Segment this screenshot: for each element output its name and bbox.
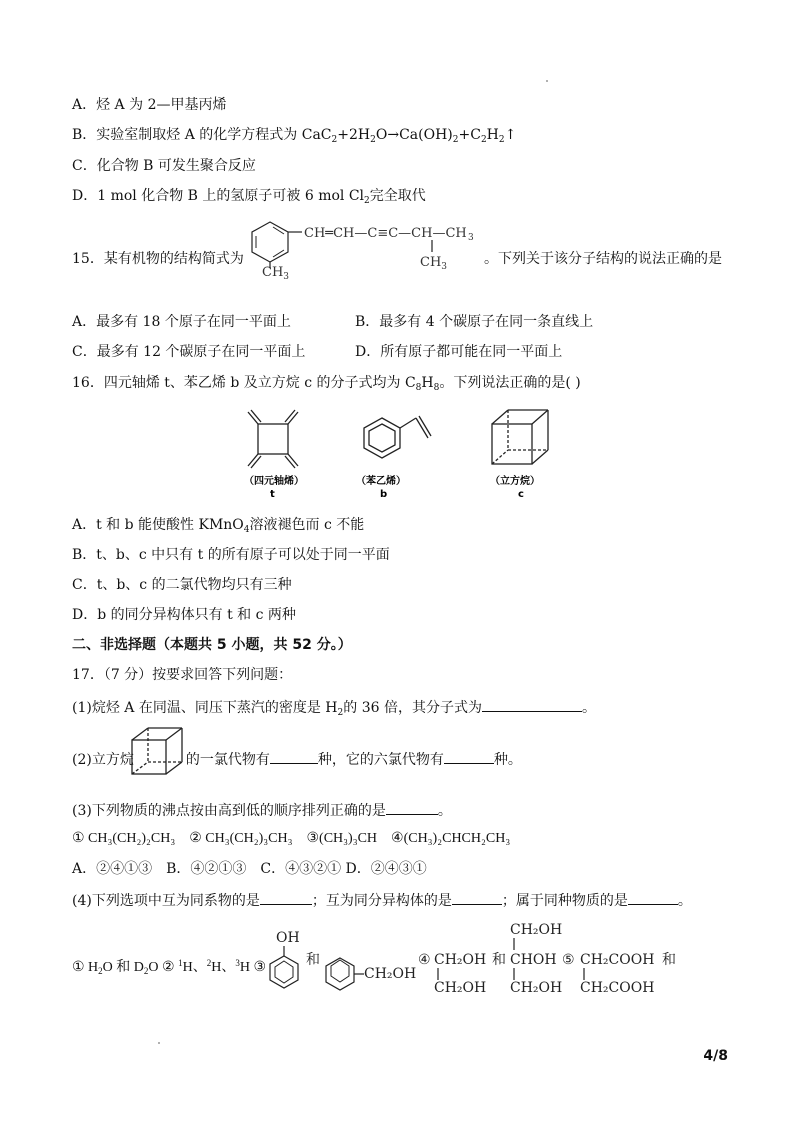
svg-text:c: c xyxy=(518,489,524,500)
styrene-b xyxy=(364,416,431,458)
svg-text:和: 和 xyxy=(492,952,506,968)
svg-text:CH₂OH: CH₂OH xyxy=(434,980,487,996)
q16-stem: 16．四元轴烯 t、苯乙烯 b 及立方烷 c 的分子式均为 $C_8H_8$。下列说法正确的是( ) xyxy=(72,375,581,393)
svg-text:⑤: ⑤ xyxy=(562,952,575,968)
page-number: 4/8 xyxy=(703,1048,728,1064)
svg-text:（苯乙烯）: （苯乙烯） xyxy=(356,476,406,487)
cubane-inline-icon xyxy=(130,726,186,778)
svg-text:④: ④ xyxy=(418,952,431,968)
svg-text:和: 和 xyxy=(662,952,676,968)
answer-blank[interactable] xyxy=(628,890,678,905)
q15-option-b: B．最多有 4 个碳原子在同一条直线上 xyxy=(355,314,594,330)
answer-blank[interactable] xyxy=(452,890,502,905)
svg-text:CH₂OH: CH₂OH xyxy=(510,980,563,996)
speck xyxy=(546,80,548,82)
q17-part2: (2)立方烷 的一氯代物有 种，它的六氯代物有 种。 xyxy=(72,749,522,769)
q16-figures xyxy=(230,400,560,500)
q14-option-b: B．实验室制取烃 A 的化学方程式为 $CaC_2+2H_2O\to Ca(OH)_2+C_2H_2↑$ xyxy=(72,127,517,145)
svg-text:CH3: $CH_3$ xyxy=(420,255,448,272)
q14-option-d: D．1 mol 化合物 B 上的氢原子可被 6 mol $Cl_2$完全取代 xyxy=(72,188,426,206)
svg-text:CH₂OH: CH₂OH xyxy=(434,952,487,968)
svg-text:CHOH: CHOH xyxy=(510,952,557,968)
q17-part4-structures xyxy=(262,920,682,998)
q16-option-d: D．b 的同分异构体只有 t 和 c 两种 xyxy=(72,607,296,623)
q15-stem-end: 。下列关于该分子结构的说法正确的是 xyxy=(484,251,722,267)
q16-option-b: B．t、b、c 中只有 t 的所有原子可以处于同一平面 xyxy=(72,547,390,563)
q17-part3-items: ① CH₃(CH₂)₂CH₃ ② CH₃(CH₂)₃CH₃ ③(CH₃)₃CH ④(CH₃)₂CHCH₂CH₃ xyxy=(72,831,511,846)
section-heading: 二、非选择题（本题共 5 小题，共 52 分。） xyxy=(72,637,352,653)
q15-option-c: C．最多有 12 个碳原子在同一平面上 xyxy=(72,344,306,360)
q15-structure-diagram xyxy=(240,216,485,282)
svg-text:（立方烷）: （立方烷） xyxy=(490,476,540,487)
answer-blank[interactable] xyxy=(386,800,438,815)
q15-option-d: D．所有原子都可能在同一平面上 xyxy=(355,344,563,360)
q17-part4: (4)下列选项中互为同系物的是 ；互为同分异构体的是 ；属于同种物质的是 。 xyxy=(72,890,692,910)
svg-text:CH₂COOH: CH₂COOH xyxy=(580,980,655,996)
q17-part4-items: ① $H_2O$ 和 $D_2O$ ② $^1$H、$^2$H、$^3$H ③ xyxy=(72,958,266,976)
cubane-c xyxy=(492,410,548,464)
svg-text:CH₂COOH: CH₂COOH xyxy=(580,952,655,968)
q17-part1: (1)烷烃 A 在同温、同压下蒸汽的密度是 $H_2$的 36 倍，其分子式为 。 xyxy=(72,697,596,722)
svg-text:t: t xyxy=(270,489,275,500)
svg-text:OH: OH xyxy=(276,930,300,946)
svg-text:CH₂OH: CH₂OH xyxy=(510,922,563,938)
svg-text:b: b xyxy=(380,489,388,500)
answer-blank[interactable] xyxy=(260,890,312,905)
q16-option-c: C．t、b、c 的二氯代物均只有三种 xyxy=(72,577,292,593)
speck xyxy=(158,1042,160,1044)
q15-option-a: A．最多有 18 个原子在同一平面上 xyxy=(72,314,291,330)
svg-text:CH₂OH: CH₂OH xyxy=(364,966,417,982)
q17-part3: (3)下列物质的沸点按由高到低的顺序排列正确的是 。 xyxy=(72,800,452,820)
radialene-t xyxy=(248,410,298,468)
answer-blank[interactable] xyxy=(444,749,494,764)
svg-text:CH3: $CH_3$ xyxy=(262,265,290,282)
q14-option-a: A．烃 A 为 2—甲基丙烯 xyxy=(72,97,227,113)
q16-option-a: A．t 和 b 能使酸性 KMnO$_4$溶液褪色而 c 不能 xyxy=(72,517,365,535)
svg-text:和: 和 xyxy=(306,952,320,968)
svg-text:（四元轴烯）: （四元轴烯） xyxy=(244,476,304,487)
svg-text:3: 3 xyxy=(468,233,474,243)
q17-stem: 17．（7 分）按要求回答下列问题： xyxy=(72,667,293,683)
q15-stem: 15．某有机物的结构简式为 xyxy=(72,251,244,267)
answer-blank[interactable] xyxy=(482,697,582,712)
answer-blank[interactable] xyxy=(270,749,318,764)
svg-text:CH═CH—C≡C—CH—CH: CH═CH—C≡C—CH—CH xyxy=(304,226,467,241)
q14-option-c: C．化合物 B 可发生聚合反应 xyxy=(72,158,256,174)
q17-part3-options: A．②④①③ B．④②①③ C．④③②① D．②④③① xyxy=(72,861,427,877)
